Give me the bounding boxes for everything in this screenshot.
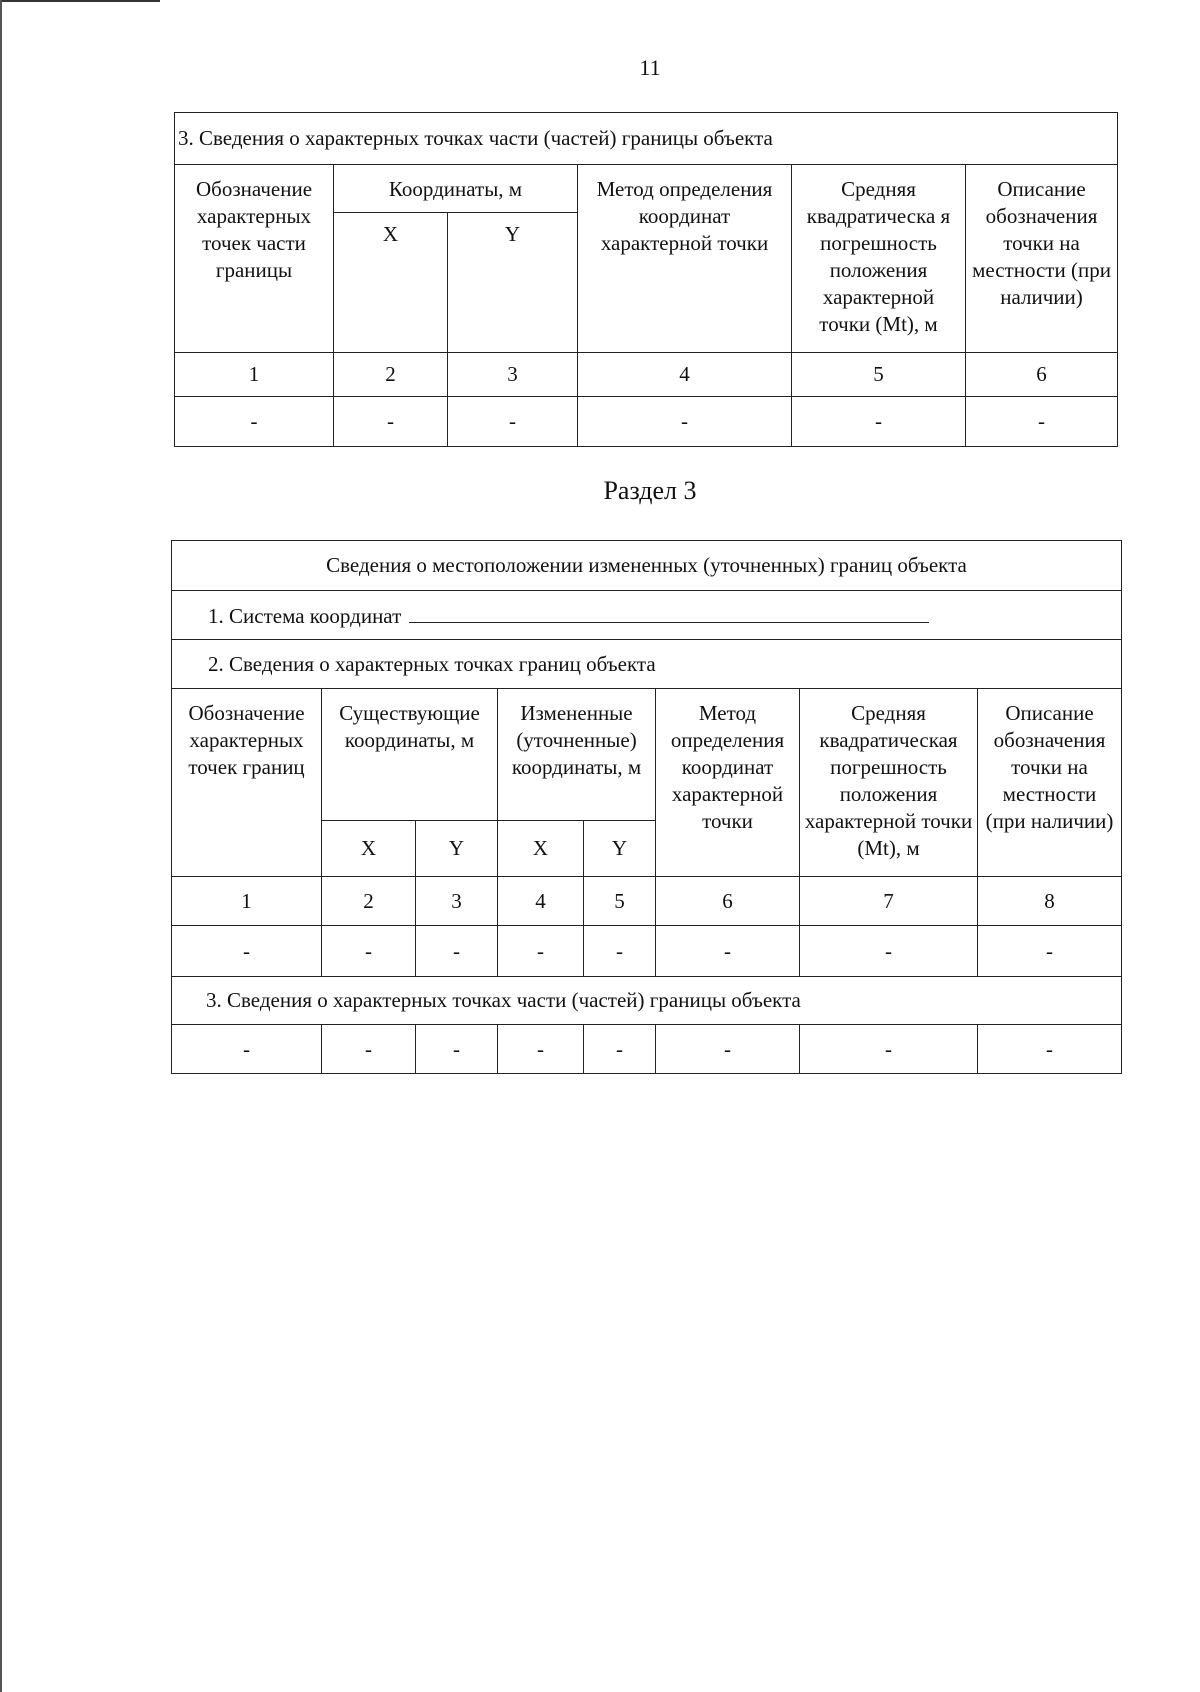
table-cell: - <box>978 1025 1122 1074</box>
table-cell: - <box>448 397 578 447</box>
table-title: Сведения о местоположении измененных (уточненных) границ объекта <box>172 541 1122 591</box>
table-cell: - <box>578 397 792 447</box>
table-cell: - <box>498 926 584 977</box>
header-error: Средняя квадратическа я погрешность положения характерной точки (Mt), м <box>792 165 966 353</box>
header-description: Описание обозначения точки на местности (при наличии) <box>978 689 1122 877</box>
header-designation: Обозначение характерных точек границ <box>172 689 322 877</box>
changed-boundaries-table <box>171 540 1122 1074</box>
table-cell: - <box>322 926 416 977</box>
header-designation: Обозначение характерных точек части границы <box>175 165 334 353</box>
header-x: X <box>334 213 448 353</box>
table-cell: - <box>498 1025 584 1074</box>
column-number: 6 <box>966 353 1118 397</box>
column-number: 1 <box>175 353 334 397</box>
table-cell: - <box>584 926 656 977</box>
column-number: 5 <box>584 877 656 926</box>
header-x: X <box>498 821 584 877</box>
scan-edge-left <box>0 0 2 1692</box>
section-heading: Раздел 3 <box>603 476 697 505</box>
header-method: Метод определения координат характерной точки <box>578 165 792 353</box>
table-cell: - <box>800 1025 978 1074</box>
header-coordinates: Координаты, м <box>334 165 578 213</box>
header-method: Метод определения координат характерной точки <box>656 689 800 877</box>
table-cell: - <box>416 1025 498 1074</box>
header-y: Y <box>584 821 656 877</box>
column-number: 4 <box>578 353 792 397</box>
table-cell: - <box>322 1025 416 1074</box>
table-cell: - <box>656 926 800 977</box>
header-x: X <box>322 821 416 877</box>
column-number: 8 <box>978 877 1122 926</box>
header-changed-coordinates: Измененные (уточненные) координаты, м <box>498 689 656 821</box>
table-cell: - <box>172 926 322 977</box>
table-cell: - <box>792 397 966 447</box>
header-y: Y <box>416 821 498 877</box>
points-section-title: 2. Сведения о характерных точках границ объекта <box>172 640 1122 689</box>
table-cell: - <box>584 1025 656 1074</box>
header-description: Описание обозначения точки на местности (при наличии) <box>966 165 1118 353</box>
table-title: 3. Сведения о характерных точках части (частей) границы объекта <box>175 113 1118 165</box>
coordinate-system-blank <box>409 600 929 623</box>
column-number: 3 <box>416 877 498 926</box>
table-cell: - <box>334 397 448 447</box>
table-cell: - <box>172 1025 322 1074</box>
coordinate-system-label: 1. Система координат <box>208 604 402 628</box>
table-cell: - <box>656 1025 800 1074</box>
table-cell: - <box>416 926 498 977</box>
parts-section-title: 3. Сведения о характерных точках части (частей) границы объекта <box>172 977 1122 1025</box>
table-cell: - <box>978 926 1122 977</box>
page-number: 11 <box>639 55 661 80</box>
header-existing-coordinates: Существующие координаты, м <box>322 689 498 821</box>
table-cell: - <box>966 397 1118 447</box>
table-cell: - <box>175 397 334 447</box>
column-number: 6 <box>656 877 800 926</box>
column-number: 3 <box>448 353 578 397</box>
coordinate-system-row <box>172 591 1122 640</box>
header-error: Средняя квадратическая погрешность положения характерной точки (Mt), м <box>800 689 978 877</box>
parts-points-table <box>174 112 1118 447</box>
column-number: 5 <box>792 353 966 397</box>
column-number: 1 <box>172 877 322 926</box>
column-number: 4 <box>498 877 584 926</box>
column-number: 2 <box>322 877 416 926</box>
header-y: Y <box>448 213 578 353</box>
scan-edge-top <box>0 0 160 2</box>
table-cell: - <box>800 926 978 977</box>
column-number: 2 <box>334 353 448 397</box>
column-number: 7 <box>800 877 978 926</box>
